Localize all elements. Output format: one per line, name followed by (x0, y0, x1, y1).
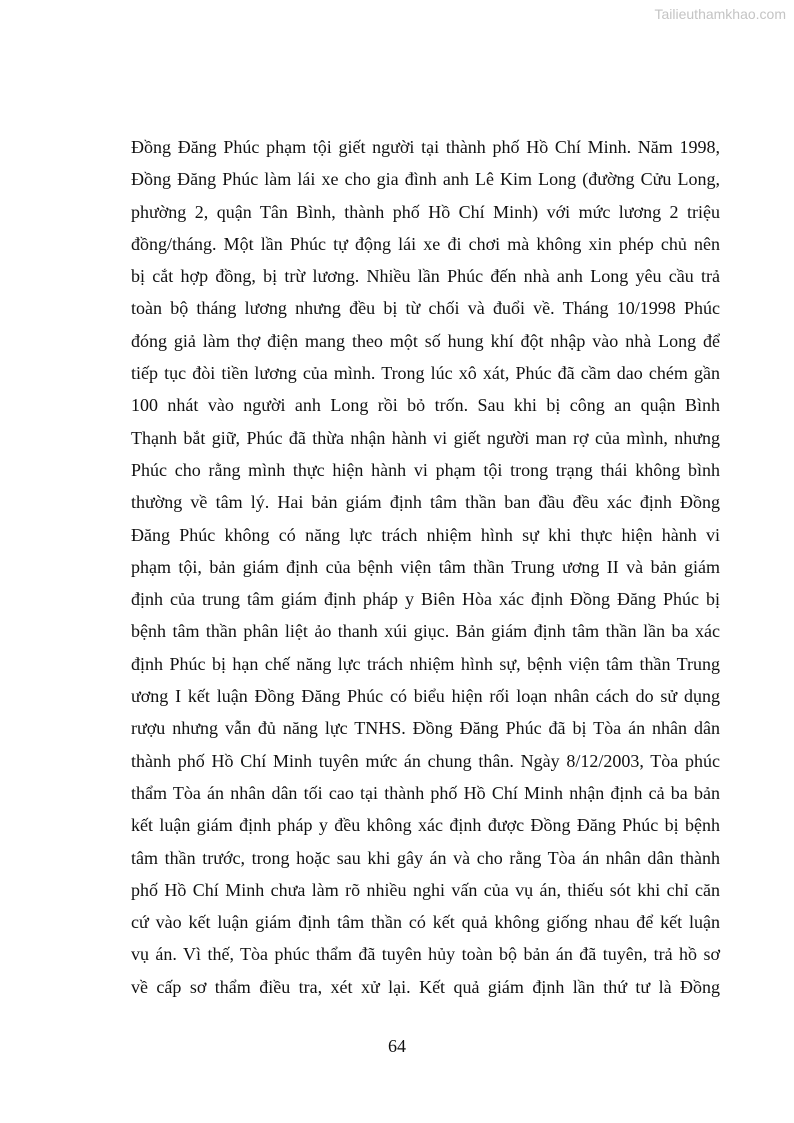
text-line: định của trung tâm giám định pháp y Biên Hòa xác định Đồng Đăng Phúc bị (131, 589, 720, 610)
text-line: phố Hồ Chí Minh chưa làm rõ nhiều nghi vấn của vụ án, thiếu sót khi chỉ căn (131, 879, 720, 900)
text-line: Đồng Đăng Phúc làm lái xe cho gia đình anh Lê Kim Long (đường Cửu Long, (131, 169, 720, 190)
text-line: thành phố Hồ Chí Minh tuyên mức án chung thân. Ngày 8/12/2003, Tòa phúc (131, 750, 720, 771)
text-line: tiếp tục đòi tiền lương của mình. Trong lúc xô xát, Phúc đã cầm dao chém gần (131, 363, 720, 384)
watermark: Tailieuthamkhao.com (654, 6, 786, 22)
text-line: bệnh tâm thần phân liệt ảo thanh xúi giục. Bản giám định tâm thần lần ba xác (131, 621, 720, 642)
text-line: tâm thần trước, trong hoặc sau khi gây án và cho rằng Tòa án nhân dân thành (131, 847, 720, 868)
text-line: về cấp sơ thẩm điều tra, xét xử lại. Kết quả giám định lần thứ tư là Đồng (131, 976, 720, 997)
text-line: phạm tội, bản giám định của bệnh viện tâm thần Trung ương II và bản giám (131, 556, 720, 577)
body-paragraph (131, 131, 720, 1003)
text-line: ương I kết luận Đồng Đăng Phúc có biểu hiện rối loạn nhân cách do sử dụng (131, 686, 720, 707)
text-line: toàn bộ tháng lương nhưng đều bị từ chối và đuổi về. Tháng 10/1998 Phúc (131, 298, 720, 319)
text-line: bị cắt hợp đồng, bị trừ lương. Nhiều lần Phúc đến nhà anh Long yêu cầu trả (131, 266, 720, 287)
text-line: kết luận giám định pháp y đều không xác định được Đồng Đăng Phúc bị bệnh (131, 815, 720, 836)
text-line: phường 2, quận Tân Bình, thành phố Hồ Chí Minh) với mức lương 2 triệu (131, 201, 720, 222)
text-line: Thạnh bắt giữ, Phúc đã thừa nhận hành vi giết người man rợ của mình, nhưng (131, 427, 720, 448)
text-line: rượu nhưng vẫn đủ năng lực TNHS. Đồng Đăng Phúc đã bị Tòa án nhân dân (131, 718, 720, 739)
text-line: đồng/tháng. Một lần Phúc tự động lái xe đi chơi mà không xin phép chủ nên (131, 233, 720, 254)
text-line: định Phúc bị hạn chế năng lực trách nhiệm hình sự, bệnh viện tâm thần Trung (131, 653, 720, 674)
page-number: 64 (388, 1036, 406, 1056)
text-line: thường về tâm lý. Hai bản giám định tâm thần ban đầu đều xác định Đồng (131, 492, 720, 513)
text-line: Đăng Phúc không có năng lực trách nhiệm hình sự khi thực hiện hành vi (131, 524, 720, 545)
text-line: 100 nhát vào người anh Long rồi bỏ trốn. Sau khi bị công an quận Bình (131, 395, 720, 416)
text-line: đóng giả làm thợ điện mang theo một số hung khí đột nhập vào nhà Long để (131, 330, 720, 351)
text-line: cứ vào kết luận giám định tâm thần có kết quả không giống nhau để kết luận (131, 912, 720, 933)
text-line: vụ án. Vì thế, Tòa phúc thẩm đã tuyên hủy toàn bộ bản án đã tuyên, trả hồ sơ (131, 944, 720, 965)
text-line: Phúc cho rằng mình thực hiện hành vi phạm tội trong trạng thái không bình (131, 459, 720, 480)
text-line: thẩm Tòa án nhân dân tối cao tại thành phố Hồ Chí Minh nhận định cả ba bản (131, 782, 720, 803)
text-line: Đồng Đăng Phúc phạm tội giết người tại thành phố Hồ Chí Minh. Năm 1998, (131, 137, 720, 157)
